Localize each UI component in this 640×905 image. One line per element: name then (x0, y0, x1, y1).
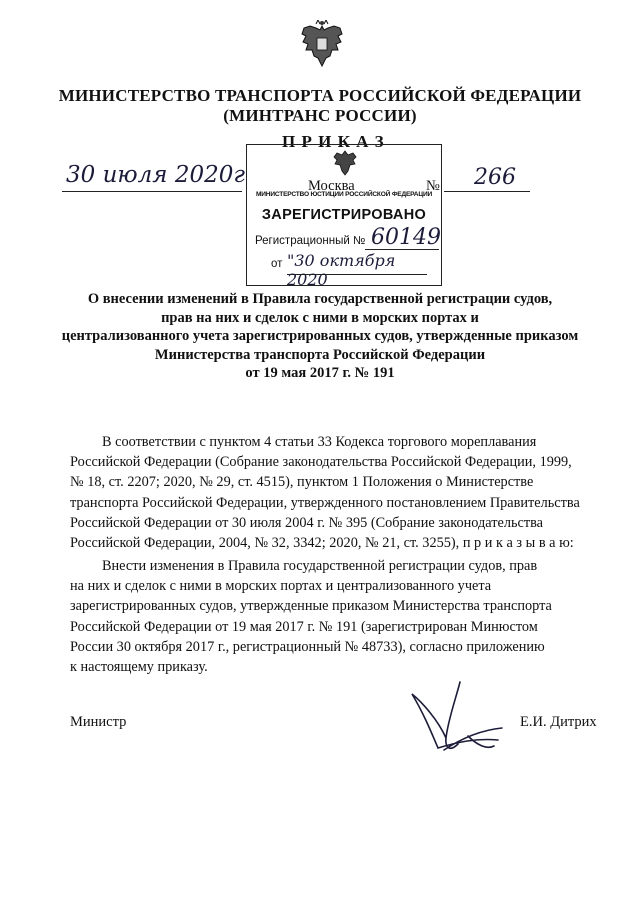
subject-line: О внесении изменений в Правила государственной регистрации судов, (87, 291, 553, 307)
ministry-short-name: (МИНТРАНС РОССИИ) (223, 106, 417, 125)
ministry-name: МИНИСТЕРСТВО ТРАНСПОРТА РОССИЙСКОЙ ФЕДЕРАЦИИ (58, 86, 582, 105)
preamble-line: № 18, ст. 2207; 2020, № 29, ст. 4515), пунктом 1 Положения о Министерстве (70, 474, 534, 491)
stamp-reg-number: 60149 (371, 225, 441, 250)
stamp-agency: МИНИСТЕРСТВО ЮСТИЦИИ РОССИЙСКОЙ ФЕДЕРАЦИИ (255, 191, 433, 198)
registration-stamp (246, 144, 442, 289)
coat-of-arms-emblem (300, 20, 344, 72)
subject-line: от 19 мая 2017 г. № 191 (245, 365, 395, 381)
handwritten-signature (398, 680, 510, 765)
subject-line: централизованного учета зарегистрированных судов, утвержденные приказом (61, 328, 579, 344)
directive-line: на них и сделок с ними в морских портах и централизованного учета (70, 578, 492, 595)
stamp-date-value: "30 октября 2020 (287, 251, 396, 289)
subject-line: прав на них и сделок с ними в морских портах и (161, 309, 479, 326)
preamble-paragraph (70, 432, 600, 553)
order-city: Москва (308, 178, 355, 194)
preamble-line: Российской Федерации, 2004, № 32, 3342; 2020, № 21, ст. 3255), п р и к а з ы в а ю: (70, 535, 574, 552)
directive-line: Внести изменения в Правила государственной регистрации судов, прав (102, 558, 538, 574)
signatory-name: Е.И. Дитрих (520, 714, 597, 730)
order-number: 266 (474, 165, 516, 190)
order-date: 30 июля 2020г (66, 162, 245, 188)
order-heading: П Р И К А З (282, 132, 385, 151)
stamp-emblem (333, 149, 357, 177)
directive-paragraph (70, 556, 600, 677)
order-number-label: № (426, 178, 440, 194)
directive-line: России 30 октября 2017 г., регистрационный № 48733), согласно приложению (70, 638, 545, 655)
order-subject (60, 290, 580, 383)
directive-line: Российской Федерации от 19 мая 2017 г. № 191 (зарегистрирован Минюстом (70, 618, 538, 635)
signatory-position: Министр (70, 714, 127, 730)
stamp-status: ЗАРЕГИСТРИРОВАНО (261, 207, 427, 223)
directive-line: к настоящему приказу. (70, 659, 208, 676)
stamp-date-label: от (271, 258, 283, 270)
preamble-line: транспорта Российской Федерации, утвержденного постановлением Правительства (70, 494, 580, 511)
preamble-line: Российской Федерации (Собрание законодательства Российской Федерации, 1999, (70, 454, 572, 471)
directive-line: зарегистрированных судов, утвержденные приказом Министерства транспорта (70, 598, 552, 615)
subject-line: Министерства транспорта Российской Федерации (154, 346, 486, 363)
preamble-line: В соответствии с пунктом 4 статьи 33 Кодекса торгового мореплавания (102, 434, 537, 450)
stamp-reg-label: Регистрационный № (255, 235, 366, 247)
preamble-line: Российской Федерации от 30 июля 2004 г. № 395 (Собрание законодательства (70, 514, 544, 531)
